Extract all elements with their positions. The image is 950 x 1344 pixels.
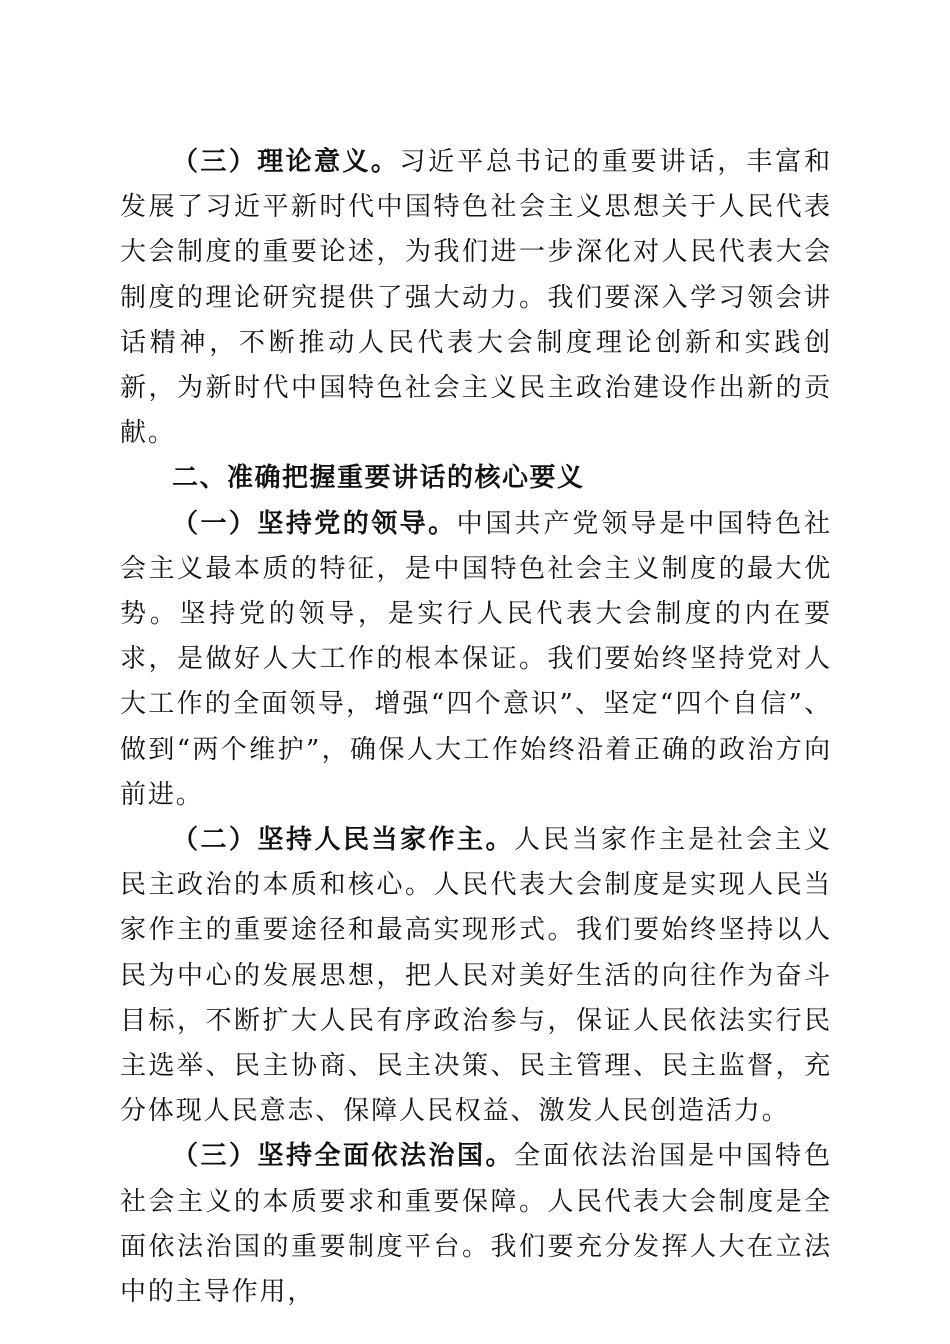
paragraph-lead: （三）坚持全面依法治国。	[172, 1141, 515, 1172]
paragraph-theoretical-significance	[120, 140, 832, 456]
paragraph-body: 中国共产党领导是中国特色社会主义最本质的特征，是中国特色社会主义制度的最大优势。坚持党的领导，是实行人民代表大会制度的内在要求，是做好人大工作的根本保证。我们要始终坚持党对人大工作的全面领导，增强“四个意识”、坚定“四个自信”、做到“两个维护”，确保人大工作始终沿着正确的政治方向前进。	[120, 508, 832, 810]
paragraph-rule-of-law	[120, 1134, 832, 1315]
document-body	[120, 140, 832, 1315]
paragraph-lead: （三）理论意义。	[172, 147, 400, 177]
paragraph-party-leadership	[120, 502, 832, 818]
paragraph-lead: （二）坚持人民当家作主。	[172, 825, 515, 856]
section-heading: 二、准确把握重要讲话的核心要义	[172, 463, 585, 494]
paragraph-body: 人民当家作主是社会主义民主政治的本质和核心。人民代表大会制度是实现人民当家作主的重要途径和最高实现形式。我们要始终坚持以人民为中心的发展思想，把人民对美好生活的向往作为奋斗目标，不断扩大人民有序政治参与，保证人民依法实行民主选举、民主协商、民主决策、民主管理、民主监督，充分体现人民意志、保障人民权益、激发人民创造活力。	[120, 825, 832, 1127]
paragraph-lead: （一）坚持党的领导。	[172, 508, 457, 539]
paragraph-people-as-masters	[120, 818, 832, 1134]
paragraph-body: 习近平总书记的重要讲话，丰富和发展了习近平新时代中国特色社会主义思想关于人民代表大会制度的重要论述，为我们进一步深化对人民代表大会制度的理论研究提供了强大动力。我们要深入学习领会讲话精神，不断推动人民代表大会制度理论创新和实践创新，为新时代中国特色社会主义民主政治建设作出新的贡献。	[120, 147, 832, 449]
paragraph-body: 全面依法治国是中国特色社会主义的本质要求和重要保障。人民代表大会制度是全面依法治国的重要制度平台。我们要充分发挥人大在立法中的主导作用，	[120, 1141, 832, 1308]
